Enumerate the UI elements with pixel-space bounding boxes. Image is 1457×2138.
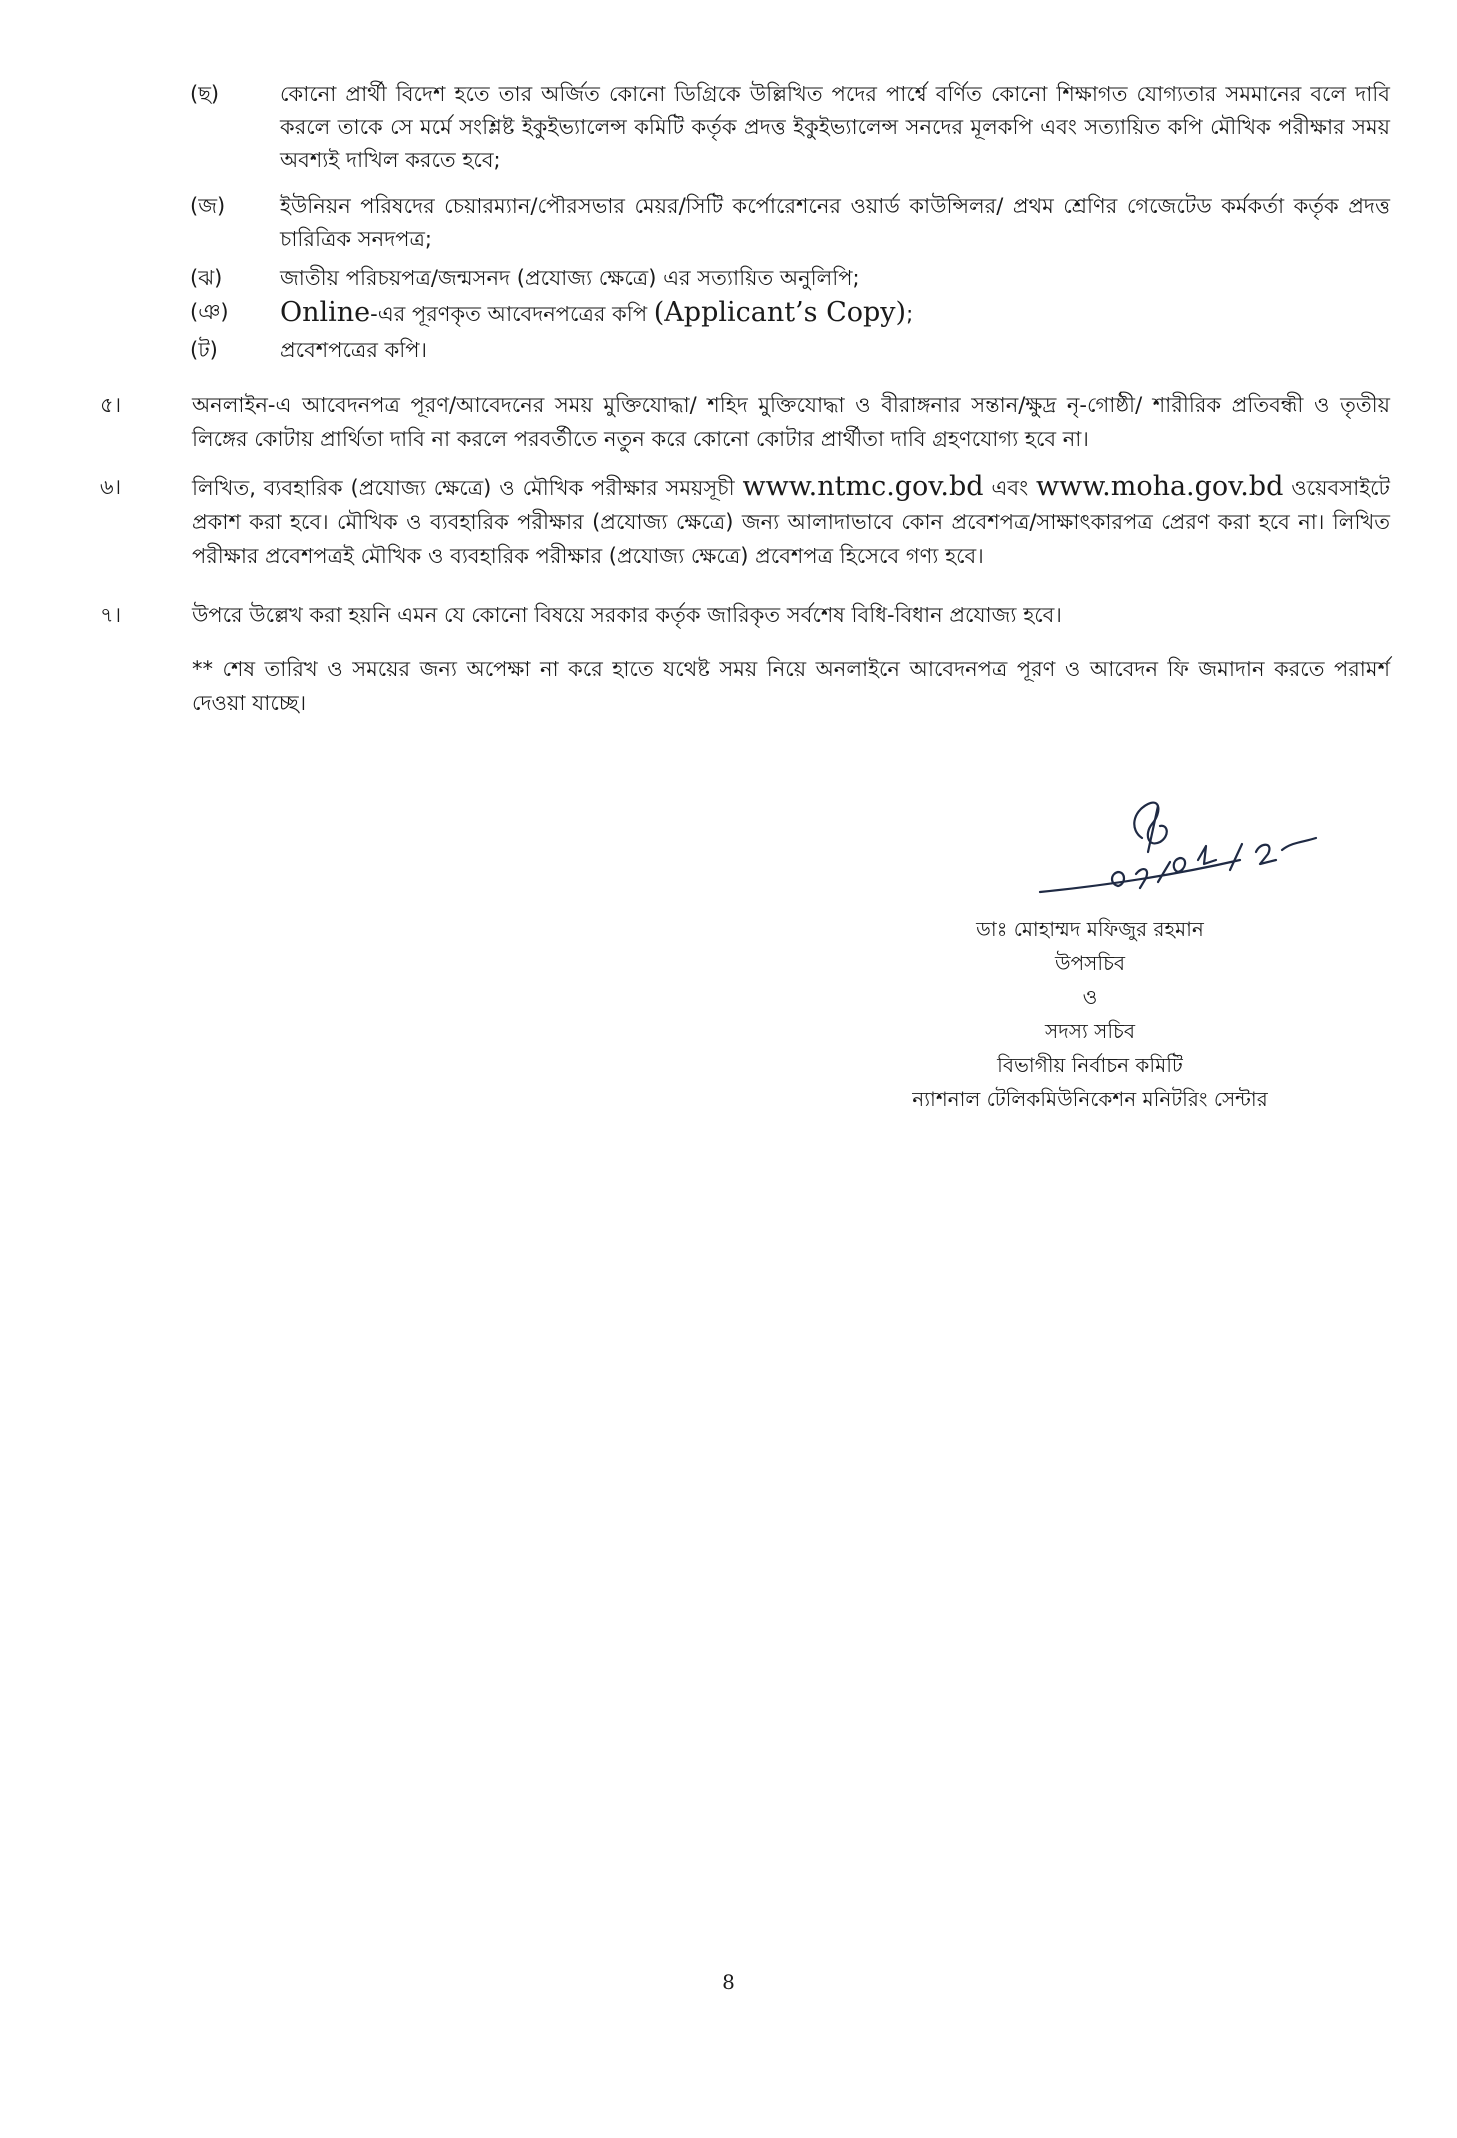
signatory-title-secondary: সদস্য সচিব [1045,1019,1135,1043]
sub-item-text: জাতীয় পরিচয়পত্র/জন্মসনদ (প্রযোজ্য ক্ষেত্রে) এর সত্যায়িত অনুলিপি; [280,266,860,290]
sub-item-jha [190,262,1390,295]
signatory-organization: ন্যাশনাল টেলিকমিউনিকেশন মনিটরিং সেন্টার [912,1087,1268,1111]
sub-item-chha [190,78,1390,177]
item-6 [100,470,1390,573]
sub-item-marker: (জ) [190,194,226,218]
sub-item-text: ইউনিয়ন পরিষদের চেয়ারম্যান/পৌরসভার মেয়র/সিটি কর্পোরেশনের ওয়ার্ড কাউন্সিলর/ প্রথম শ্রেণির গেজেটেড কর্মকর্তা কর্তৃক প্রদত্ত চারিত্রিক সনদপত্র; [280,194,1390,251]
item-text-start: লিখিত, ব্যবহারিক (প্রযোজ্য ক্ষেত্রে) ও মৌখিক পরীক্ষার সময়সূচী [192,476,743,500]
sub-item-ja [190,190,1390,256]
item-7 [100,598,1390,632]
online-word: Online [280,297,371,328]
item-text [192,470,1390,573]
item-marker: ৭। [100,603,122,627]
sub-item-ta [190,334,1390,367]
handwritten-signature [1020,790,1340,910]
sub-item-nya [190,296,1390,331]
sub-item-text-end: ; [906,302,914,326]
sub-item-marker: (ছ) [190,82,220,106]
signatory-name: ডাঃ মোহাম্মদ মফিজুর রহমান [976,917,1204,941]
sub-item-marker: (ঝ) [190,266,223,290]
moha-url-link[interactable]: www.moha.gov.bd [1036,471,1284,502]
item-text-end: ওয়েবসাইটে প্রকাশ করা হবে। মৌখিক ও ব্যবহারিক পরীক্ষার (প্রযোজ্য ক্ষেত্রে) জন্য আলাদাভাবে কোন প্রবেশপত্র/সাক্ষাৎকারপত্র প্রেরণ করা হবে না। লিখিত পরীক্ষার প্রবেশপত্রই মৌখিক ও ব্যবহারিক পরীক্ষার (প্রযোজ্য ক্ষেত্রে) প্রবেশপত্র হিসেবে গণ্য হবে। [192,476,1390,568]
signatory-title: উপসচিব [1054,951,1125,975]
item-text: উপরে উল্লেখ করা হয়নি এমন যে কোনো বিষয়ে সরকার কর্তৃক জারিকৃত সর্বশেষ বিধি-বিধান প্রযোজ্য হবে। [192,603,1062,627]
signatory-committee: বিভাগীয় নির্বাচন কমিটি [997,1053,1183,1077]
advisory-note: ** শেষ তারিখ ও সময়ের জন্য অপেক্ষা না করে হাতে যথেষ্ট সময় নিয়ে অনলাইনে আবেদনপত্র পূরণ ও আবেদন ফি জমাদান করতে পরামর্শ দেওয়া যাচ্ছে। [192,657,1390,715]
item-marker: ৬। [100,475,122,499]
item-text-and: এবং [983,476,1036,500]
sub-item-text: প্রবেশপত্রের কপি। [280,338,428,362]
sub-item-text-mid: -এর পূরণকৃত আবেদনপত্রের কপি [370,302,654,326]
sub-item-marker: (ট) [190,338,218,362]
sub-item-text [280,296,1390,331]
item-5 [100,388,1390,456]
signatory-conjunction: ও [1082,985,1098,1009]
applicant-copy-word: (Applicant’s Copy) [653,297,907,328]
ntmc-url-link[interactable]: www.ntmc.gov.bd [742,471,984,502]
signature-block [860,912,1320,1116]
sub-item-text: কোনো প্রার্থী বিদেশ হতে তার অর্জিত কোনো ডিগ্রিকে উল্লিখিত পদের পার্শ্বে বর্ণিত কোনো শিক্ষাগত যোগ্যতার সমমানের বলে দাবি করলে তাকে সে মর্মে সংশ্লিষ্ট ইকুইভ্যালেন্স কমিটি কর্তৃক প্রদত্ত ইকুইভ্যালেন্স সনদের মূলকপি এবং সত্যায়িত কপি মৌখিক পরীক্ষার সময় অবশ্যই দাখিল করতে হবে; [280,82,1390,172]
sub-item-marker: (ঞ) [190,300,229,324]
page-number: 8 [722,1970,735,1994]
item-marker: ৫। [100,393,122,417]
item-text: অনলাইন-এ আবেদনপত্র পূরণ/আবেদনের সময় মুক্তিযোদ্ধা/ শহিদ মুক্তিযোদ্ধা ও বীরাঙ্গনার সন্তান/ক্ষুদ্র নৃ-গোষ্ঠী/ শারীরিক প্রতিবন্ধী ও তৃতীয় লিঙ্গের কোটায় প্রার্থিতা দাবি না করলে পরবর্তীতে নতুন করে কোনো কোটার প্রার্থীতা দাবি গ্রহণযোগ্য হবে না। [192,393,1390,451]
